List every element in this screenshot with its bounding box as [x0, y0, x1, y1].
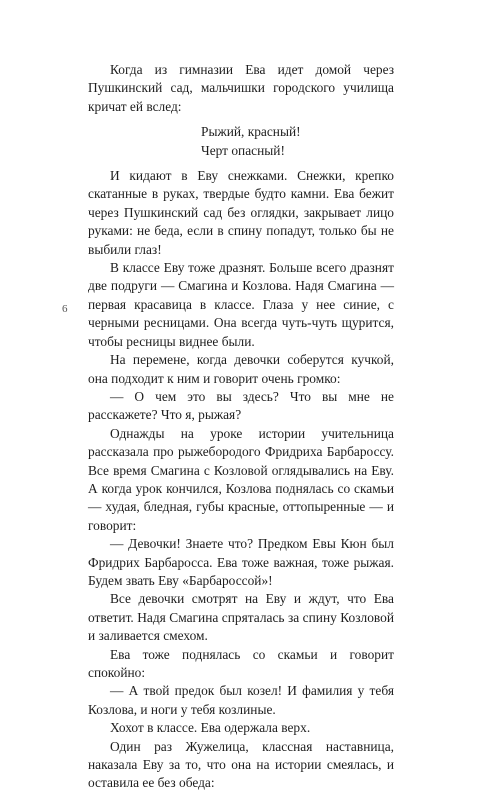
verse-line: Черт опасный! — [201, 142, 285, 158]
verse-line: Рыжий, красный! — [201, 124, 301, 140]
verse — [88, 123, 394, 160]
dialogue-line: — О чем это вы здесь? Что вы мне не расскажете? Что я, рыжая? — [88, 388, 394, 423]
dialogue-line: — А твой предок был козел! И фамилия у тебя Козлова, и ноги у тебя козлиные. — [88, 683, 394, 717]
line-number: 6 — [62, 303, 68, 315]
paragraph: Все девочки смотрят на Еву и ждут, что Ева ответит. Надя Смагина спряталась за спину Козловой и заливается смехом. — [88, 591, 394, 644]
paragraph: Один раз Жужелица, классная наставница, наказала Еву за то, что она на истории смеялась, и оставила ее без обеда: — [88, 738, 394, 791]
paragraph: И кидают в Еву снежками. Снежки, крепко скатанные в руках, твердые будто камни. Ева бежит через Пушкинский сад без оглядки, закрывает лицо руками: не беда, если в спину попадут, только бы не выбили глаз! — [88, 168, 394, 257]
dialogue-line: — Девочки! Знаете что? Предком Евы Кюн был Фридрих Барбаросса. Ева тоже важная, тоже рыжая. Будем звать Еву «Барбароссой»! — [88, 536, 394, 588]
paragraph: Когда из гимназии Ева идет домой через Пушкинский сад, мальчишки городского училища кричат ей вслед: — [88, 62, 394, 114]
paragraph: Однажды на уроке истории учительница рассказала про рыжебородого Фридриха Барбароссу. Все время Смагина с Козловой оглядывались на Еву. А когда урок кончился, Козлова поднялась со скамьи — худая, бледная, губы красные, оттопыренные — и говорит: — [88, 425, 394, 533]
page-text — [88, 61, 394, 793]
paragraph: В классе Еву тоже дразнят. Больше всего дразнят две подруги — Смагина и Козлова. Надя Смагина — первая красавица в классе. Глаза у нее синие, с черными ресницами. Она всегда чуть-чуть щурится, чтобы ресницы виднее были. — [88, 260, 394, 349]
paragraph: Хохот в классе. Ева одержала верх. — [110, 720, 311, 736]
paragraph: Ева тоже поднялась со скамьи и говорит спокойно: — [88, 646, 394, 680]
paragraph: На перемене, когда девочки соберутся кучкой, она подходит к ним и говорит очень громко: — [88, 352, 394, 386]
